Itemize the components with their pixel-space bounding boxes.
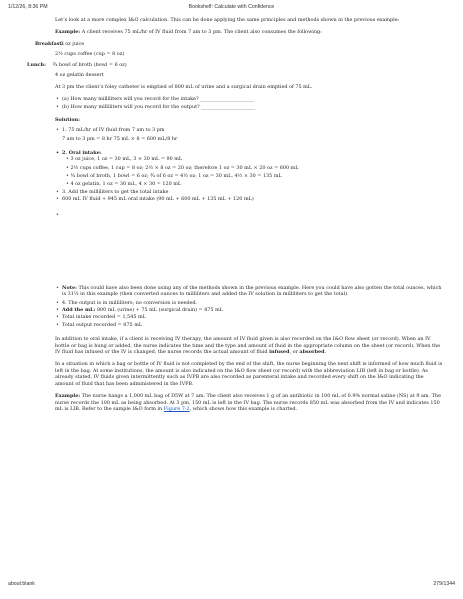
- bullet-icon: •: [56, 212, 59, 219]
- example-label: Example:: [55, 393, 81, 400]
- print-datetime: 1/12/26, 8:36 PM: [8, 4, 48, 10]
- lunch-row: [27, 61, 443, 68]
- browser-header: [8, 4, 455, 14]
- list-item: • (b) How many milliliters will you record for the output? ______________________: [56, 104, 256, 111]
- bullet-icon: •: [56, 126, 59, 133]
- bullet-icon: •: [56, 188, 59, 195]
- page-title: Bookshelf: Calculate with Confidence: [188, 4, 275, 10]
- lib-paragraph: In a situation in which a bag or bottle of IV fluid is not completed by the end of the shift, the nurse beginning the next shift is informed of how much fluid is left in the bag. At some institutions, the amount is also indicated on the I&O flow sheet (or record) with the abbreviation LIB (left in bag or bottle). As already stated, IV fluids given intermittently such as IVPB are also recorded as parenteral intake and recorded every shift on the I&O indicating the amount of fluid that has been administered in the IVPB.: [55, 361, 443, 387]
- oral-item: • 2½ cups coffee, 1 cup = 8 oz; 2½ × 8 oz = 20 oz; therefore 1 oz = 30 mL × 20 oz = 600 mL: [66, 164, 299, 171]
- breakfast-row: [35, 40, 443, 47]
- empty-list-item: [56, 212, 443, 219]
- bullet-icon: •: [56, 307, 59, 314]
- oral-item: • 4 oz gelatin, 1 oz = 30 mL, 4 × 30 = 120 mL: [66, 181, 182, 188]
- example-text: A client receives 75 mL/hr of IV fluid from 7 am to 3 pm. The client also consumes the following:: [80, 29, 322, 36]
- list-item: • 3. Add the milliliters to get the total intake: [56, 188, 169, 195]
- breakfast-row-2: [55, 51, 443, 57]
- oral-item: • ¾ bowl of broth, 1 bowl = 6 oz; ¾ of 6 oz = 4½ oz; 1 oz = 30 mL, 4½ × 30 = 135 mL: [66, 172, 282, 179]
- list-item: • 600 mL IV fluid + 945 mL oral intake (90 mL + 600 mL + 135 mL + 120 mL): [56, 196, 254, 203]
- lunch-row-2: [55, 72, 443, 78]
- solution-list: [56, 126, 443, 219]
- note-item: • Note: This could have also been done using any of the methods shown in the previous example. Here you could have also gotten the total ounces, which is 31½ in this example (then converted ounces to milliliters and added the IV solution in milliliters to get the total).: [56, 284, 442, 298]
- list-item: • 4. The output is in milliliters; no conversion is needed.: [56, 299, 198, 306]
- footer-url: about:blank: [8, 581, 35, 587]
- oral-intake-list: [66, 156, 443, 188]
- example-paragraph: [55, 29, 443, 35]
- lunch-item: ¾ bowl of broth (bowl = 6 oz): [52, 61, 127, 68]
- breakfast-item: 2½ cups coffee (cup = 8 oz): [55, 51, 125, 58]
- meals-table: [27, 40, 443, 79]
- oral-item: • 3 oz juice, 1 oz = 30 mL, 3 × 30 mL = 90 mL: [66, 156, 183, 163]
- bullet-icon: •: [56, 196, 59, 203]
- lunch-item: 4 oz gelatin dessert: [55, 71, 104, 78]
- note-list: [56, 284, 443, 328]
- document-body: [27, 17, 443, 412]
- intro-paragraph: Let’s look at a more complex I&O calculation. This can be done applying the same principles and methods shown in the previous example:: [55, 17, 400, 23]
- bullet-icon: •: [56, 321, 59, 328]
- breakfast-label: Breakfast:: [35, 40, 64, 47]
- list-item: • 2. Oral intake:: [56, 149, 102, 156]
- questions-list: [56, 95, 443, 111]
- figure-link[interactable]: Figure 7-2: [163, 405, 190, 412]
- list-item: • (a) How many milliliters will you record for the intake? ______________________: [56, 95, 254, 102]
- list-item: • Add the mL: 800 mL (urine) + 75 mL (surgical drain) = 875 mL: [56, 307, 223, 314]
- bullet-icon: •: [56, 284, 59, 291]
- list-item: • 1. 75 mL/hr of IV fluid from 7 am to 3 pm: [56, 126, 165, 133]
- note-label: Note:: [62, 284, 77, 291]
- bullet-icon: •: [56, 314, 59, 321]
- example-2-paragraph: Example: The nurse hangs a 1,000 mL bag of D5W at 7 am. The client also receives 1 g of an antibiotic in 100 mL of 0.9% normal saline (NS) at 9 am. The nurse records the 100 mL as being absorbed. At 3 pm, 150 mL is left in the IV bag. The nurse records 850 mL was absorbed from the IV and indicates 150 mL is LIB. Refer to the sample I&O form in Figure 7-2, which shows how this example is charted.: [55, 393, 441, 412]
- breakfast-item: 3 oz juice: [60, 40, 85, 47]
- solution-label: Solution:: [55, 116, 80, 123]
- list-item: • Total output recorded = 875 mL: [56, 321, 143, 328]
- bullet-icon: •: [56, 95, 59, 102]
- bullet-icon: •: [56, 299, 59, 306]
- page-number: 279/1344: [433, 581, 455, 587]
- bullet-icon: •: [56, 104, 59, 111]
- list-item-continuation: 7 am to 3 pm = 8 hr 75 mL × 8 = 600 mL/8 hr: [62, 136, 178, 143]
- list-item: • Total intake recorded = 1,545 mL: [56, 314, 146, 321]
- iv-paragraph: In addition to oral intake, if a client is receiving IV therapy, the amount of IV fluid given is also recorded on the I&O flow sheet (or record). When an IV bottle or bag is hung or added, the nurse indicates the time and the type and amount of fluid in the appropriate column on the sheet (or record). When the IV fluid has infused or the IV is changed, the nurse records the actual amount of fluid infused, or absorbed.: [55, 336, 440, 356]
- bullet-icon: •: [56, 149, 60, 156]
- output-paragraph: At 3 pm the client’s foley catheter is emptied of 800 mL of urine and a surgical drain emptied of 75 mL.: [55, 84, 313, 91]
- example-label: Example:: [55, 29, 81, 36]
- lunch-label: Lunch:: [27, 61, 46, 68]
- browser-footer: [8, 581, 455, 591]
